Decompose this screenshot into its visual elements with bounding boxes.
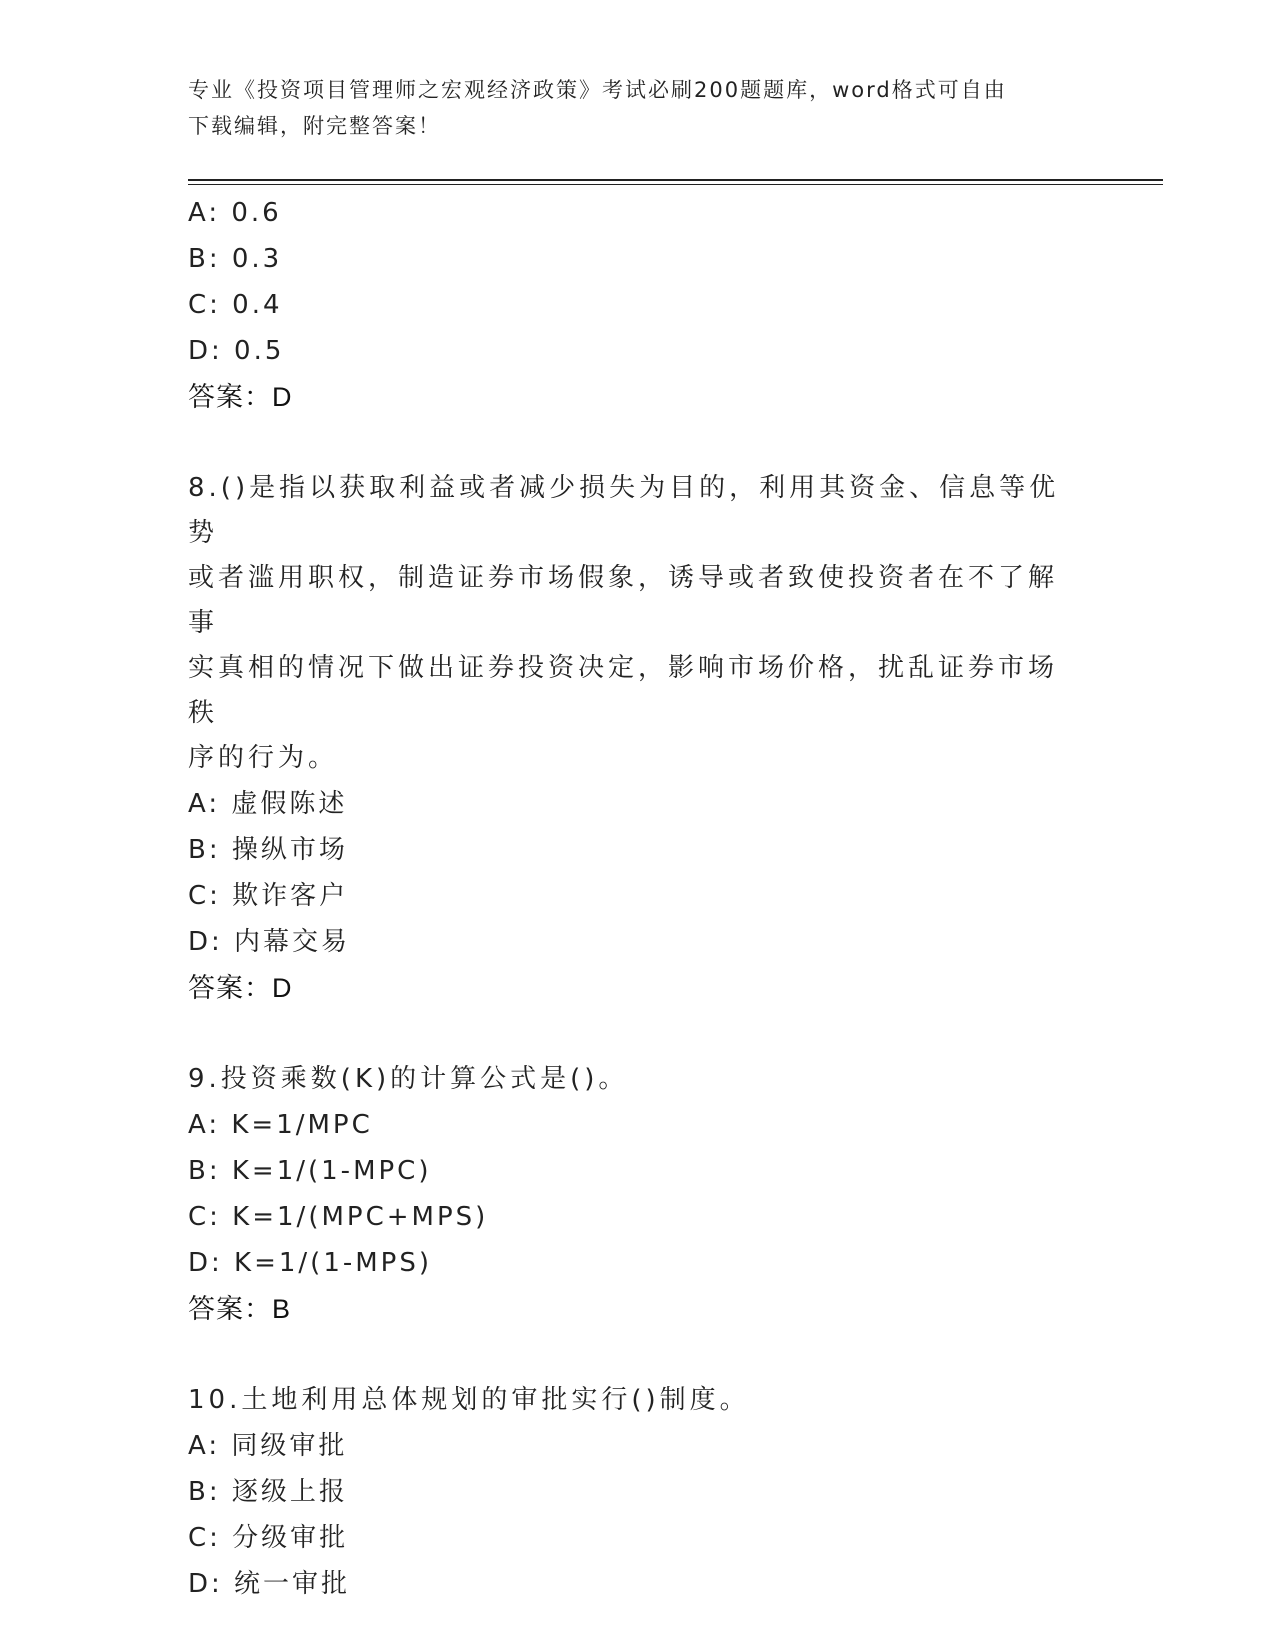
option-c: C: 0.4 — [188, 290, 283, 320]
option-b: B: 操纵市场 — [188, 835, 348, 865]
option-b: B: 逐级上报 — [188, 1477, 348, 1507]
question-8 — [188, 466, 1068, 1011]
option-a: A: 0.6 — [188, 198, 282, 228]
question-content — [188, 190, 1068, 1607]
header-line-2: 下载编辑，附完整答案！ — [188, 114, 441, 138]
header-rule-thick — [188, 179, 1163, 181]
question-9 — [188, 1057, 1068, 1332]
option-c: C: 欺诈客户 — [188, 881, 349, 911]
question-stem-line: 8.()是指以获取利益或者减少损失为目的，利用其资金、信息等优势 — [188, 473, 1060, 548]
option-a: A: 同级审批 — [188, 1431, 348, 1461]
option-c: C: K=1/(MPC+MPS) — [188, 1202, 489, 1232]
answer-line: 答案：D — [188, 382, 293, 412]
question-stem-line: 或者滥用职权，制造证券市场假象，诱导或者致使投资者在不了解事 — [188, 563, 1059, 638]
option-b: B: 0.3 — [188, 244, 283, 274]
question-7 — [188, 190, 1068, 420]
option-d: D: K=1/(1-MPS) — [188, 1248, 433, 1278]
question-10 — [188, 1378, 1068, 1607]
answer-line: 答案：B — [188, 1294, 292, 1324]
answer-line: 答案：D — [188, 973, 293, 1003]
question-stem: 9.投资乘数(K)的计算公式是()。 — [188, 1064, 629, 1094]
question-stem: 10.土地利用总体规划的审批实行()制度。 — [188, 1385, 750, 1415]
header-line-1: 专业《投资项目管理师之宏观经济政策》考试必刷200题题库，word格式可自由 — [188, 78, 1007, 102]
option-d: D: 0.5 — [188, 336, 285, 366]
document-header — [188, 72, 1088, 144]
question-stem-line: 实真相的情况下做出证券投资决定，影响市场价格，扰乱证券市场秩 — [188, 653, 1059, 728]
option-b: B: K=1/(1-MPC) — [188, 1156, 432, 1186]
option-d: D: 内幕交易 — [188, 927, 351, 957]
option-a: A: 虚假陈述 — [188, 789, 348, 819]
header-rule-thin — [188, 184, 1163, 185]
option-c: C: 分级审批 — [188, 1523, 349, 1553]
option-d: D: 统一审批 — [188, 1569, 351, 1599]
question-stem-line: 序的行为。 — [188, 743, 339, 773]
option-a: A: K=1/MPC — [188, 1110, 373, 1140]
